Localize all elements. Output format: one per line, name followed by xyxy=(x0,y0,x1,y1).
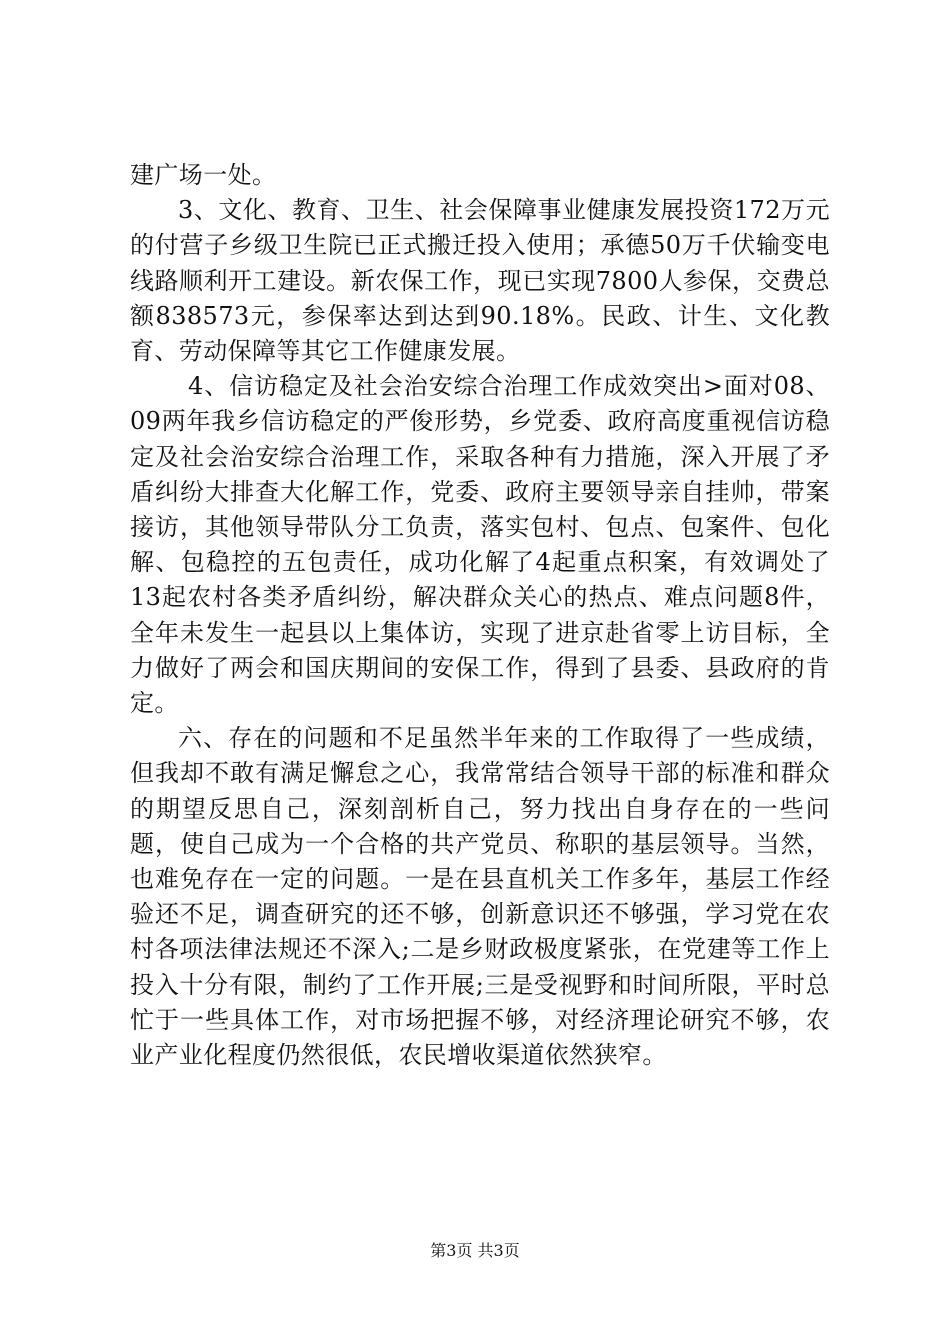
paragraph-culture-education-health: 3、文化、教育、卫生、社会保障事业健康发展投资172万元的付营子乡级卫生院已正式搬迁投入使用；承德50万千伏输变电线路顺利开工建设。新农保工作，现已实现7800人参保，交费总额838573元，参保率达到达到90.18%。民政、计生、文化教育、劳动保障等其它工作健康发展。 xyxy=(130,196,830,366)
paragraph-problems-shortcomings: 六、存在的问题和不足虽然半年来的工作取得了一些成绩，但我却不敢有满足懈怠之心，我常常结合领导干部的标准和群众的期望反思自己，深刻剖析自己，努力找出自身存在的一些问题，使自己成为一个合格的共产党员、称职的基层领导。当然，也难免存在一定的问题。一是在县直机关工作多年，基层工作经验还不足，调查研究的还不够，创新意识还不够强，学习党在农村各项法律法规还不深入;二是乡财政极度紧张，在党建等工作上投入十分有限，制约了工作开展;三是受视野和时间所限，平时总忙于一些具体工作，对市场把握不够，对经济理论研究不够，农业产业化程度仍然很低，农民增收渠道依然狭窄。 xyxy=(130,724,830,1070)
paragraph-continuation: 建广场一处。 xyxy=(130,161,277,189)
page-footer xyxy=(0,1241,950,1261)
document-body xyxy=(130,158,830,1073)
paragraph-petition-stability: 4、信访稳定及社会治安综合治理工作成效突出>面对08、09两年我乡信访稳定的严俊形势，乡党委、政府高度重视信访稳定及社会治安综合治理工作，采取各种有力措施，深入开展了矛盾纠纷大排查大化解工作，党委、政府主要领导亲自挂帅，带案接访，其他领导带队分工负责，落实包村、包点、包案件、包化解、包稳控的五包责任，成功化解了4起重点积案，有效调处了13起农村各类矛盾纠纷，解决群众关心的热点、难点问题8件，全年未发生一起县以上集体访，实现了进京赴省零上访目标，全力做好了两会和国庆期间的安保工作，得到了县委、县政府的肯定。 xyxy=(130,372,830,718)
page-number-label: 第3页 共3页 xyxy=(430,1241,520,1260)
